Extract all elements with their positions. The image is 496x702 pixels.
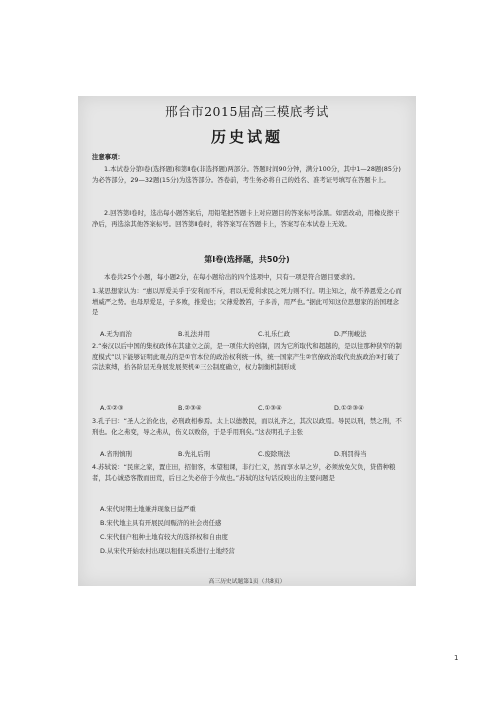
- question-4-option-a: A.宋代时期土地兼并现象日益严重: [100, 505, 196, 513]
- section-intro: 本卷共25个小题，每小题2分，在每小题给出的四个选项中，只有一项是符合题目要求的。: [104, 273, 360, 281]
- question-1-option-a: A.无为而治: [100, 330, 132, 338]
- question-3-option-a: A.省刑慎刑: [100, 450, 132, 458]
- question-2-option-d: D.①②③④: [334, 404, 364, 412]
- subject-title: 历史试题: [210, 128, 283, 146]
- page-number: 1: [454, 654, 459, 662]
- question-3-stem: 3.孔子曰：“圣人之治化也，必刑政相参焉。太上以德教民，而以礼齐之，其次以政焉。导民以刑，禁之刑，不刑也。化之弗变，导之弗从，伤义以败俗，于是乎用刑矣。”这表明孔子主张: [92, 417, 402, 436]
- note-2: 2.回答第Ⅰ卷时，选出每小题答案后，用铅笔把答题卡上对应题目的答案标号涂黑。如需改动，用橡皮擦干净后，再选涂其他答案标号。回答第Ⅱ卷时，将答案写在答题卡上，答案写在本试卷上无效。: [92, 209, 400, 228]
- question-1-option-d: D.严刑峻法: [334, 330, 367, 338]
- question-4-stem: 4.苏轼说：“民庶之家，置庄田，招佃客，本望租课，非行仁义，然而享水旱之岁，必须放免欠负，贷借种粮者，其心诚恐客散而田荒，后日之失必倍于今故也。”苏轼的这句话反映出的主要问题是: [92, 463, 396, 482]
- question-3-option-b: B.先礼后刑: [178, 450, 210, 458]
- notes-heading: 注意事项：: [92, 153, 124, 161]
- page-footer: 高三历史试题第1页（共8页）: [208, 579, 286, 585]
- question-2-option-b: B.②③④: [178, 404, 202, 412]
- question-4-option-d: D.从宋代开始农村出现以租佃关系进行土地经营: [100, 547, 235, 555]
- question-1-option-b: B.礼法并用: [178, 330, 210, 338]
- note-1: 1.本试卷分第Ⅰ卷(选择题)和第Ⅱ卷(非选择题)两部分。答题时间90分钟，满分100分，其中1—28题(85分)为必答部分，29—32题(15分)为选答部分。答卷前，考生务必将自己的姓名、准考证号填写在答题卡上。: [92, 165, 401, 184]
- question-3-option-c: C.废除刑法: [258, 450, 291, 458]
- question-2-option-c: C.①③④: [258, 404, 282, 412]
- question-2-option-a: A.①②③: [100, 404, 124, 412]
- exam-title: 邢台市2015届高三模底考试: [165, 104, 329, 119]
- question-4-option-b: B.宋代地主具有开展民间赈济的社会责任感: [100, 519, 222, 527]
- question-1-stem: 1.某思想家认为：“惠以厚爱关乎于安利而不斥，君以无爱利求民之死力则不行。明主知之，故不养恩爱之心而增威严之势。也母厚爱足，子多败，推爱也；父薄爱教笞，子多善，用严也。”据此可知这位思想家的治国理念是: [92, 287, 402, 316]
- section-title: 第Ⅰ卷(选择题，共50分): [204, 255, 290, 264]
- question-4-option-c: C.宋代佃户租种土地有较大的选择权和自由度: [100, 533, 228, 541]
- question-2-stem: 2.“秦汉以后中国的集权政体在其建立之前，是一项伟大的创制，因为它所取代和超越的，是以往那种狭窄的制度模式”以下能够证明此观点的是①官本位的政治权利统一体，统一国家产生②官僚政治取代贵族政治③打破了宗法束缚，拾各阶层无身展发展契机④三公制度确立，权力制衡机制形成: [92, 342, 402, 371]
- question-1-option-c: C.礼乐仁政: [258, 330, 291, 338]
- question-3-option-d: D.刑罚得当: [334, 450, 367, 458]
- scanned-exam-page: [78, 96, 416, 586]
